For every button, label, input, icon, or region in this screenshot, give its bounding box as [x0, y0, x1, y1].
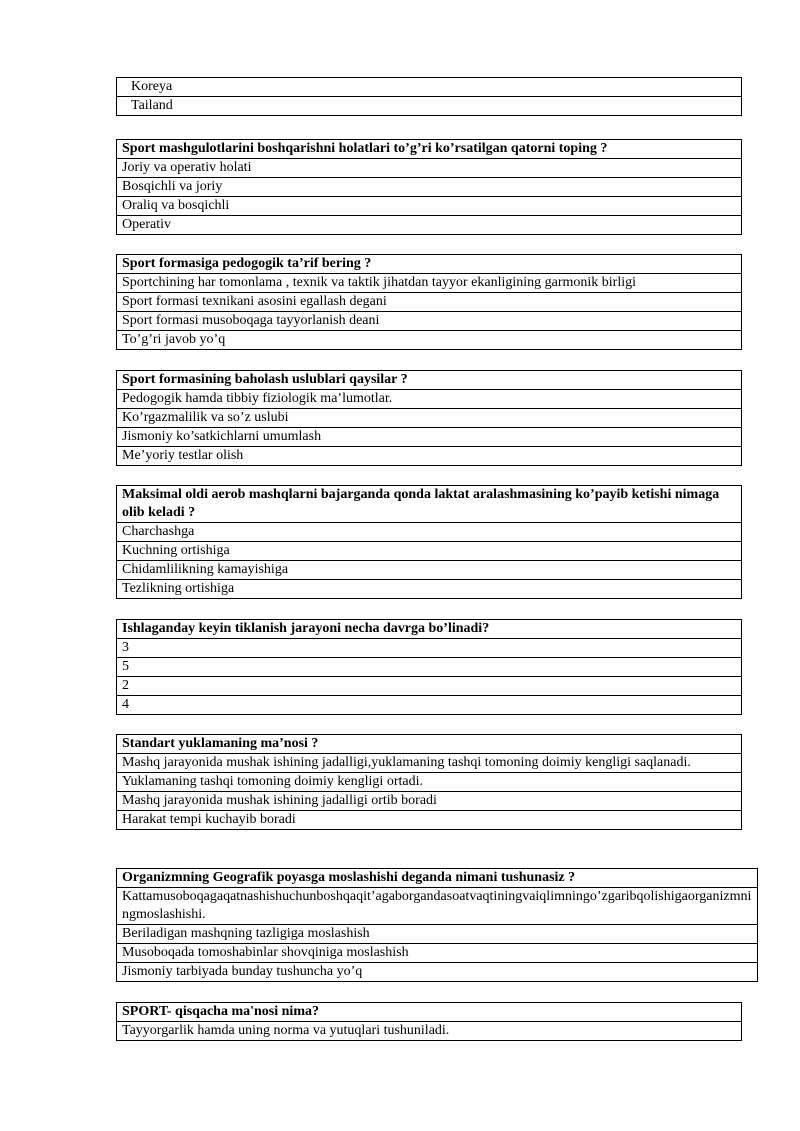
question-text: Sport formasining baholash uslublari qaysilar ?: [122, 372, 408, 387]
quiz-block: [116, 734, 742, 830]
quiz-block: [116, 254, 742, 350]
answer-option: To’g’ri javob yo’q: [117, 330, 741, 349]
answer-option: Beriladigan mashqning tazligiga moslashish: [117, 924, 757, 943]
answer-option: Koreya: [131, 79, 173, 94]
answer-option: 4: [117, 695, 741, 714]
question-text: Ishlaganday keyin tiklanish jarayoni necha davrga bo’linadi?: [122, 621, 490, 636]
quiz-block: [116, 370, 742, 466]
answer-option: Kattamusoboqagaqatnashishuchunboshqaqit’agaborgandasoatvaqtiningvaiqlimningo’zgaribqolishigaorganizmningmoslashishi.: [117, 887, 757, 924]
answer-option: Ko’rgazmalilik va so’z uslubi: [117, 408, 741, 427]
answer-option: Me’yoriy testlar olish: [117, 446, 741, 465]
question-text: SPORT- qisqacha ma'nosi nima?: [122, 1004, 319, 1019]
answer-option: Yuklamaning tashqi tomoning doimiy kengligi ortadi.: [117, 772, 741, 791]
answer-option: Tezlikning ortishiga: [117, 579, 741, 598]
answer-option: Pedogogik hamda tibbiy fiziologik ma’lumotlar.: [117, 389, 741, 408]
answer-option: Chidamlilikning kamayishiga: [117, 560, 741, 579]
question-text: Organizmning Geografik poyasga moslashishi deganda nimani tushunasiz ?: [122, 870, 576, 885]
answer-option: Operativ: [117, 215, 741, 234]
answer-option: Tailand: [117, 96, 741, 115]
answer-option: Charchashga: [117, 522, 741, 541]
answer-option: Oraliq va bosqichli: [117, 196, 741, 215]
quiz-block: [116, 485, 742, 599]
quiz-block: [116, 868, 758, 982]
answer-option: 2: [117, 676, 741, 695]
answer-option: 5: [117, 657, 741, 676]
question-text: Maksimal oldi aerob mashqlarni bajarganda qonda laktat aralashmasining ko’payib ketishi nimaga olib keladi ?: [122, 487, 720, 520]
question-text: Sport formasiga pedogogik ta’rif bering ?: [122, 256, 372, 271]
answer-option: Joriy va operativ holati: [117, 158, 741, 177]
answer-option: Tayyorgarlik hamda uning norma va yutuqlari tushuniladi.: [117, 1021, 741, 1040]
quiz-block-continuation: [116, 77, 742, 116]
answer-option: Sport formasi texnikani asosini egallash degani: [117, 292, 741, 311]
answer-option: Mashq jarayonida mushak ishining jadalligi,yuklamaning tashqi tomoning doimiy kengligi saqlanadi.: [117, 753, 741, 772]
answer-option: Sport formasi musoboqaga tayyorlanish deani: [117, 311, 741, 330]
quiz-block: [116, 619, 742, 715]
question-text: Sport mashgulotlarini boshqarishni holatlari to’g’ri ko’rsatilgan qatorni toping ?: [122, 141, 608, 156]
answer-option: Musoboqada tomoshabinlar shovqiniga moslashish: [117, 943, 757, 962]
answer-option: Jismoniy tarbiyada bunday tushuncha yo’q: [117, 962, 757, 981]
answer-option: Harakat tempi kuchayib boradi: [117, 810, 741, 829]
quiz-block: [116, 1002, 742, 1041]
answer-option: Kuchning ortishiga: [117, 541, 741, 560]
answer-option: Sportchining har tomonlama , texnik va taktik jihatdan tayyor ekanligining garmonik birligi: [117, 273, 741, 292]
quiz-block: [116, 139, 742, 235]
question-text: Standart yuklamaning ma’nosi ?: [122, 736, 319, 751]
answer-option: Mashq jarayonida mushak ishining jadalligi ortib boradi: [117, 791, 741, 810]
answer-option: Jismoniy ko’satkichlarni umumlash: [117, 427, 741, 446]
answer-option: 3: [117, 638, 741, 657]
answer-option: Bosqichli va joriy: [117, 177, 741, 196]
